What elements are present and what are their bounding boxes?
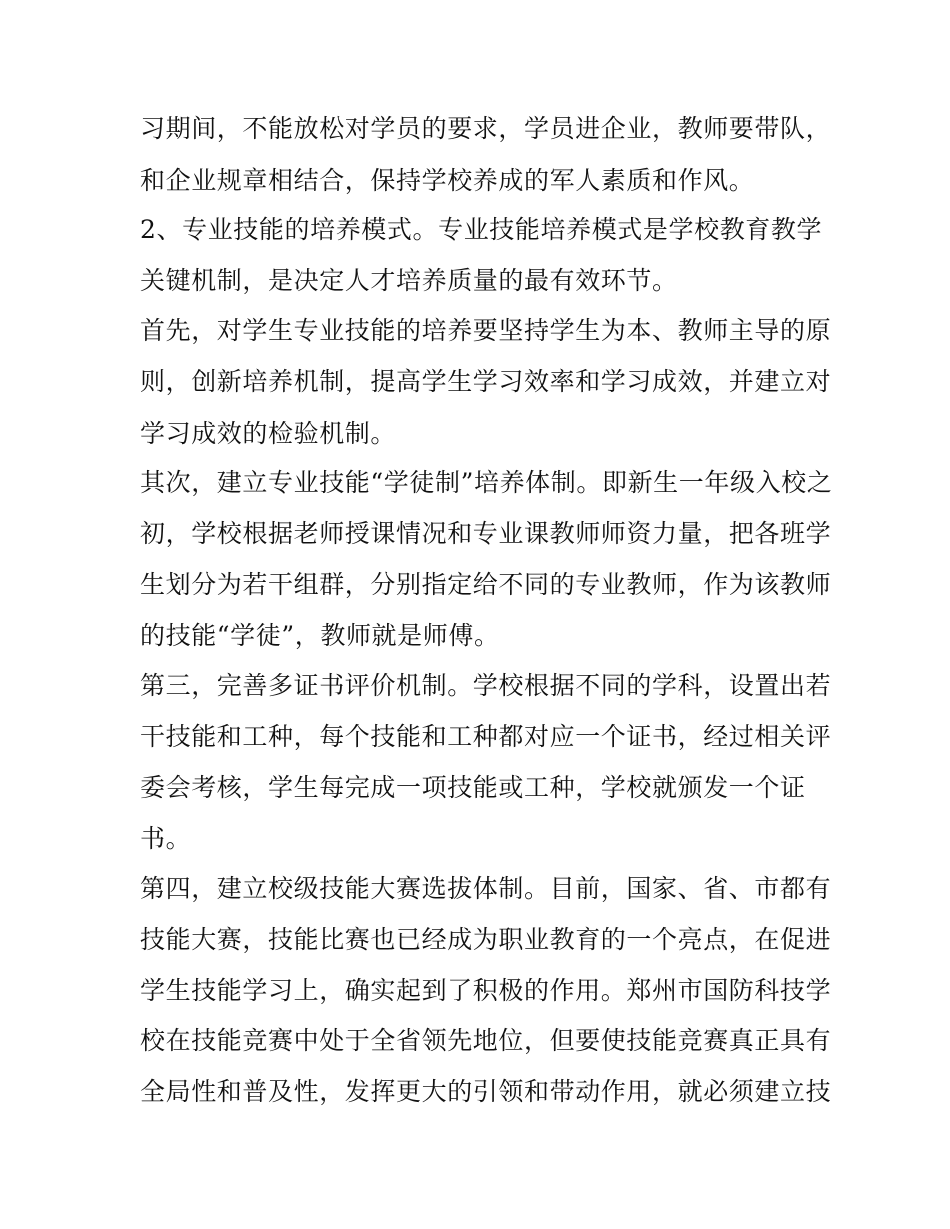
text-line: 第三，完善多证书评价机制。学校根据不同的学科，设置出若 <box>140 671 832 700</box>
text-line: 的技能“学徒”，教师就是师傅。 <box>140 621 500 650</box>
text-line: 全局性和普及性，发挥更大的引领和带动作用，就必须建立技 <box>140 1077 832 1106</box>
text-line: 学生技能学习上，确实起到了积极的作用。郑州市国防科技学 <box>140 976 832 1005</box>
text-line: 干技能和工种，每个技能和工种都对应一个证书，经过相关评 <box>140 722 832 751</box>
text-line: 则，创新培养机制，提高学生学习效率和学习成效，并建立对 <box>140 367 832 396</box>
text-line: 技能大赛，技能比赛也已经成为职业教育的一个亮点，在促进 <box>140 925 832 954</box>
text-line: 委会考核，学生每完成一项技能或工种，学校就颁发一个证 <box>140 773 806 802</box>
text-line: 首先，对学生专业技能的培养要坚持学生为本、教师主导的原 <box>140 316 832 345</box>
text-line: 其次，建立专业技能“学徒制”培养体制。即新生一年级入校之 <box>140 468 833 497</box>
text-line: 生划分为若干组群，分别指定给不同的专业教师，作为该教师 <box>140 570 832 599</box>
text-line: 第四，建立校级技能大赛选拔体制。目前，国家、省、市都有 <box>140 874 832 903</box>
text-line: 学习成效的检验机制。 <box>140 419 397 448</box>
text-line: 书。 <box>140 824 192 853</box>
text-line: 关键机制，是决定人才培养质量的最有效环节。 <box>140 266 678 295</box>
text-line: 初，学校根据老师授课情况和专业课教师师资力量，把各班学 <box>140 519 832 548</box>
text-line: 校在技能竞赛中处于全省领先地位，但要使技能竞赛真正具有 <box>140 1026 832 1055</box>
text-line: 和企业规章相结合，保持学校养成的军人素质和作风。 <box>140 166 755 195</box>
text-line: 习期间，不能放松对学员的要求，学员进企业，教师要带队， <box>140 114 832 143</box>
text-line: 2、专业技能的培养模式。专业技能培养模式是学校教育教学 <box>140 215 823 244</box>
